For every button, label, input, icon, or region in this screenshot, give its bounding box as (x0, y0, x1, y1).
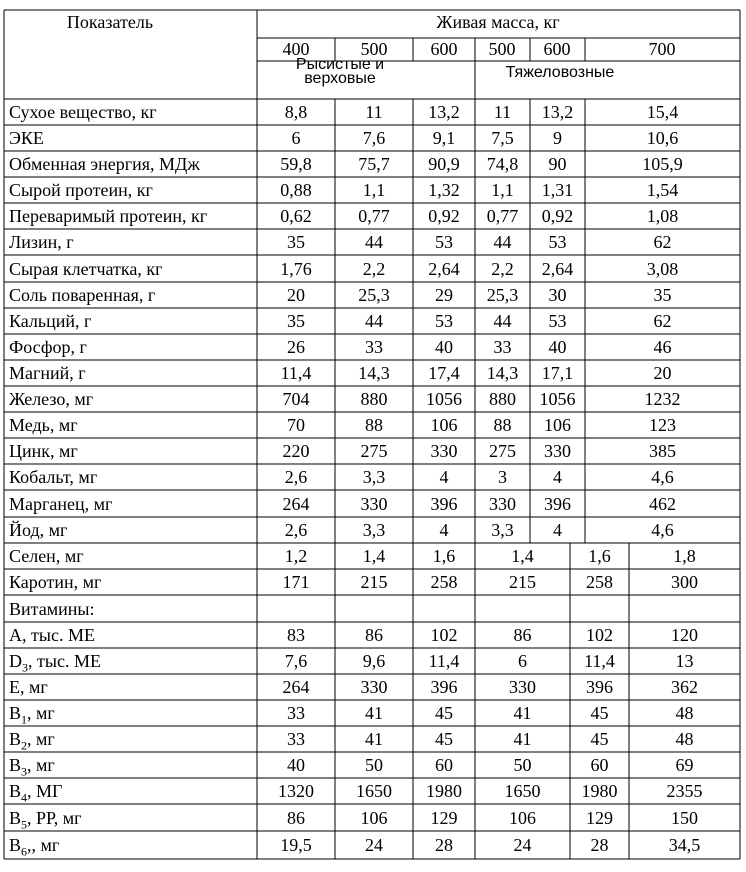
table-cell: 40 (435, 337, 453, 357)
row-label-text: Сырой протеин, кг (9, 180, 153, 200)
table-cell: 3,3 (362, 467, 386, 487)
row-label-text: Кобальт, мг (9, 467, 98, 487)
table-cell: 88 (493, 415, 512, 435)
table-cell: 48 (675, 703, 694, 723)
table-cell: 1,76 (280, 258, 312, 279)
table-cell: 330 (509, 677, 536, 697)
row-label-text: Марганец, мг (9, 493, 113, 514)
table-cell: 35 (653, 285, 672, 305)
table-cell: 11 (365, 102, 383, 122)
row-label-tail: , мг (27, 755, 55, 775)
row-label-text: B (9, 781, 22, 801)
table-cell: 4 (553, 520, 562, 540)
table-cell: 1,54 (646, 180, 679, 200)
table-cell: 880 (489, 389, 516, 409)
header-indicator: Показатель (66, 12, 154, 32)
table-cell: 6 (291, 128, 301, 148)
table-cell: 2,2 (491, 258, 514, 279)
table-cell: 102 (586, 625, 613, 645)
table-cell: 1,6 (432, 546, 456, 566)
table-cell: 1650 (356, 781, 392, 801)
header-mass-400: 400 (282, 39, 310, 59)
table-cell: 46 (653, 337, 672, 357)
table-cell: 13,2 (541, 102, 574, 122)
table-cell: 50 (365, 755, 383, 775)
table-cell: 11,4 (428, 651, 460, 671)
table-cell: 28 (435, 835, 453, 855)
row-label (9, 546, 84, 566)
table-cell: 0,92 (428, 206, 460, 226)
table-cell: 14,3 (358, 363, 390, 383)
table-cell: 220 (282, 441, 310, 461)
table-cell: 86 (513, 625, 532, 645)
row-label (9, 494, 112, 514)
table-cell: 35 (287, 232, 305, 252)
table-cell: 0,77 (486, 206, 519, 226)
table-cell: 1980 (426, 781, 462, 801)
row-label-text: Селен, мг (9, 546, 84, 566)
table-cell: 86 (287, 807, 305, 828)
table-cell: 44 (493, 232, 512, 252)
row-label (9, 677, 48, 697)
row-label-text: Медь, мг (9, 415, 78, 435)
table-cell: 275 (360, 441, 388, 461)
header-mass-500: 500 (488, 39, 516, 59)
row-label-text: ЭКЕ (9, 128, 44, 148)
table-cell: 59,8 (280, 154, 312, 174)
row-label-text: Фосфор, г (9, 337, 87, 357)
table-cell: 4,6 (651, 520, 674, 540)
row-label-text: Железо, мг (9, 389, 94, 409)
row-label-tail: , РР, мг (27, 807, 82, 828)
table-cell: 20 (653, 363, 672, 383)
table-cell: 330 (360, 493, 388, 514)
table-cell: 1,1 (491, 180, 514, 200)
table-cell: 60 (435, 755, 453, 775)
table-cell: 330 (489, 493, 516, 514)
table-cell: 34,5 (668, 835, 701, 855)
table-cell: 33 (287, 703, 305, 723)
row-label (9, 467, 97, 487)
table-cell: 396 (430, 677, 458, 697)
table-cell: 123 (649, 415, 676, 435)
row-label-text: Соль поваренная, г (9, 285, 156, 305)
table-cell: 88 (365, 415, 383, 435)
row-label-text: А, тыс. МЕ (9, 625, 95, 645)
row-label-subscript: 6 (21, 844, 28, 859)
row-label-tail: , мг (27, 703, 55, 723)
table-cell: 105,9 (642, 154, 683, 174)
table-cell: 44 (365, 232, 383, 252)
table-cell: 1,4 (362, 546, 386, 566)
table-cell: 44 (493, 311, 512, 331)
table-cell: 264 (282, 493, 310, 514)
table-cell: 704 (282, 389, 310, 409)
table-cell: 330 (430, 441, 458, 461)
row-label (9, 389, 93, 409)
table-cell: 62 (653, 311, 672, 331)
table-cell: 29 (435, 285, 453, 305)
table-cell: 258 (430, 572, 458, 592)
row-label-tail: , МГ (27, 781, 63, 801)
row-label-text: Сырая клетчатка, кг (9, 258, 163, 279)
table-cell: 15,4 (646, 102, 679, 122)
table-cell: 53 (548, 311, 567, 331)
table-cell: 1056 (426, 389, 462, 409)
table-cell: 4 (553, 467, 562, 487)
table-cell: 258 (586, 572, 613, 592)
row-label-text: Витамины: (9, 598, 95, 619)
table-cell: 1320 (278, 781, 314, 801)
row-label-text: Каротин, мг (9, 572, 102, 592)
row-label-text: Цинк, мг (9, 441, 78, 461)
header-mass-500: 500 (360, 39, 388, 59)
table-cell: 20 (287, 285, 305, 305)
table-cell: 106 (509, 807, 536, 828)
table-cell: 2355 (666, 781, 703, 801)
table-cell: 24 (365, 835, 383, 855)
row-label (9, 180, 153, 200)
table-cell: 4,6 (651, 467, 674, 487)
table-cell: 1056 (539, 389, 576, 409)
table-cell: 330 (544, 441, 571, 461)
row-label-text: B (9, 729, 22, 749)
table-cell: 30 (548, 285, 567, 305)
table-cell: 880 (360, 389, 388, 409)
table-cell: 13 (675, 651, 694, 671)
table-cell: 45 (590, 729, 609, 749)
table-cell: 17,4 (428, 363, 460, 383)
header-mass-600: 600 (543, 39, 571, 59)
table-cell: 62 (653, 232, 672, 252)
table-cell: 75,7 (358, 154, 390, 174)
table-cell: 120 (671, 625, 698, 645)
table-cell: 9,6 (362, 651, 386, 671)
table-cell: 1,08 (646, 206, 679, 226)
table-cell: 69 (675, 755, 694, 775)
table-cell: 60 (590, 755, 609, 775)
table-cell: 396 (430, 493, 458, 514)
table-cell: 300 (671, 572, 698, 592)
row-label-subscript: 4 (21, 790, 28, 805)
row-label (9, 206, 207, 226)
row-label (9, 651, 101, 675)
table-cell: 40 (287, 755, 305, 775)
table-cell: 106 (430, 415, 458, 435)
table-cell: 28 (590, 835, 609, 855)
table-cell: 2,64 (541, 258, 574, 279)
table-cell: 9,1 (432, 128, 456, 148)
table-cell: 1232 (644, 389, 681, 409)
table-cell: 41 (365, 703, 383, 723)
table-cell: 3,3 (362, 520, 386, 540)
row-label-subscript: 5 (21, 817, 28, 832)
table-cell: 1,4 (511, 546, 534, 566)
row-label-tail: ,, мг (27, 835, 60, 855)
table-cell: 6 (518, 651, 527, 671)
table-cell: 0,77 (358, 206, 390, 226)
table-cell: 41 (365, 729, 383, 749)
table-cell: 25,3 (486, 285, 519, 305)
table-cell: 1650 (504, 781, 541, 801)
row-label (9, 441, 78, 461)
table-cell: 40 (548, 337, 567, 357)
table-cell: 45 (590, 703, 609, 723)
table-cell: 86 (365, 625, 383, 645)
table-cell: 215 (360, 572, 388, 592)
table-cell: 1,1 (362, 180, 386, 200)
table-cell: 2,2 (362, 258, 386, 279)
table-cell: 106 (544, 415, 571, 435)
table-cell: 0,92 (541, 206, 574, 226)
table-cell: 53 (435, 311, 453, 331)
row-label (9, 154, 200, 174)
row-label-text: B (9, 755, 22, 775)
row-label (9, 102, 157, 122)
table-cell: 1,8 (673, 546, 696, 566)
row-label (9, 337, 87, 357)
table-cell: 26 (287, 337, 305, 357)
row-label-tail: , тыс. МЕ (28, 651, 101, 671)
table-cell: 7,5 (491, 128, 514, 148)
table-cell: 44 (365, 311, 383, 331)
row-label (9, 599, 94, 619)
table-cell: 2,6 (284, 520, 308, 540)
row-label-text: Е, мг (9, 677, 48, 697)
table-cell: 2,6 (284, 467, 308, 487)
table-cell: 102 (430, 625, 458, 645)
table-cell: 106 (360, 807, 388, 828)
row-label-text: D (9, 651, 22, 671)
table-cell: 13,2 (428, 102, 460, 122)
table-cell: 3,08 (646, 258, 679, 279)
row-label-text: Йод, мг (9, 520, 68, 540)
table-cell: 330 (360, 677, 388, 697)
table-cell: 53 (435, 232, 453, 252)
row-label-subscript: 2 (21, 738, 28, 753)
table-cell: 41 (513, 703, 532, 723)
row-label-text: Лизин, г (9, 232, 74, 252)
table-cell: 33 (365, 337, 383, 357)
table-cell: 11,4 (280, 363, 312, 383)
header-mass-700: 700 (648, 39, 676, 59)
table-cell: 396 (544, 493, 571, 514)
row-label (9, 572, 101, 592)
table-cell: 70 (287, 415, 305, 435)
table-cell: 10,6 (646, 128, 679, 148)
table-cell: 48 (675, 729, 694, 749)
table-cell: 11,4 (584, 651, 615, 671)
row-label (9, 259, 162, 279)
row-label (9, 781, 63, 805)
row-label (9, 729, 55, 753)
table-cell: 90 (548, 154, 567, 174)
row-label (9, 285, 155, 305)
row-label-text: Магний, г (9, 363, 86, 383)
table-cell: 9 (553, 128, 562, 148)
table-cell: 19,5 (280, 835, 312, 855)
table-cell: 1,2 (284, 546, 308, 566)
row-label-text: B (9, 703, 22, 723)
row-label-subscript: 3 (22, 660, 28, 675)
table-cell: 83 (287, 625, 305, 645)
row-label-text: Кальций, г (9, 311, 92, 331)
table-cell: 24 (513, 835, 532, 855)
row-label (9, 835, 60, 859)
table-cell: 264 (282, 677, 310, 697)
table-cell: 33 (287, 729, 305, 749)
table-cell: 1980 (581, 781, 618, 801)
table-cell: 53 (548, 232, 567, 252)
row-label-text: B (9, 835, 22, 855)
table-cell: 8,8 (284, 102, 308, 122)
table-cell: 41 (513, 729, 532, 749)
table-cell: 129 (430, 807, 458, 828)
row-label-text: B (9, 807, 22, 828)
row-label-subscript: 3 (21, 764, 28, 779)
table-cell: 396 (586, 677, 613, 697)
table-cell: 50 (513, 755, 532, 775)
table-cell: 35 (287, 311, 305, 331)
table-cell: 462 (649, 493, 676, 514)
row-label-text: Переваримый протеин, кг (9, 206, 208, 226)
table-cell: 11 (493, 102, 512, 122)
table-cell: 385 (649, 441, 676, 461)
table-cell: 7,6 (284, 651, 308, 671)
table-cell: 1,6 (588, 546, 611, 566)
table-cell: 17,1 (541, 363, 574, 383)
row-label (9, 363, 86, 383)
row-label-subscript: 1 (21, 712, 28, 727)
row-label (9, 415, 78, 435)
table-cell: 74,8 (486, 154, 519, 174)
table-cell: 33 (493, 337, 512, 357)
table-cell: 2,64 (428, 258, 460, 279)
table-cell: 4 (439, 467, 449, 487)
row-label (9, 520, 67, 540)
row-label-text: Обменная энергия, МДж (9, 154, 200, 174)
table-cell: 14,3 (486, 363, 519, 383)
table-cell: 0,88 (280, 180, 312, 200)
table-cell: 150 (671, 807, 698, 828)
table-cell: 1,32 (428, 180, 460, 200)
table-cell: 3,3 (491, 520, 514, 540)
row-label (9, 755, 55, 779)
table-cell: 25,3 (358, 285, 390, 305)
row-label (9, 232, 74, 252)
table-cell: 45 (435, 729, 453, 749)
row-label-tail: , мг (27, 729, 55, 749)
table-cell: 171 (282, 572, 310, 592)
table-cell: 129 (586, 807, 613, 828)
table-cell: 3 (498, 467, 507, 487)
header-live-weight: Живая масса, кг (436, 12, 560, 32)
row-label (9, 703, 55, 727)
table-cell: 275 (489, 441, 516, 461)
table-cell: 4 (439, 520, 449, 540)
table-cell: 90,9 (428, 154, 460, 174)
table-cell: 45 (435, 703, 453, 723)
row-label (9, 807, 82, 832)
header-group-trotters-1: Рысистые и (295, 56, 385, 73)
row-label-text: Сухое вещество, кг (9, 102, 157, 122)
row-label (9, 128, 44, 148)
header-mass-600: 600 (430, 39, 458, 59)
row-label (9, 625, 95, 645)
row-label (9, 311, 91, 331)
table-cell: 1,31 (541, 180, 574, 200)
header-group-trotters-2: верховые (304, 70, 376, 87)
table-cell: 0,62 (280, 206, 312, 226)
table-cell: 215 (509, 572, 536, 592)
table-cell: 362 (671, 677, 698, 697)
table-cell: 7,6 (362, 128, 386, 148)
header-group-heavy: Тяжеловозные (505, 64, 615, 81)
